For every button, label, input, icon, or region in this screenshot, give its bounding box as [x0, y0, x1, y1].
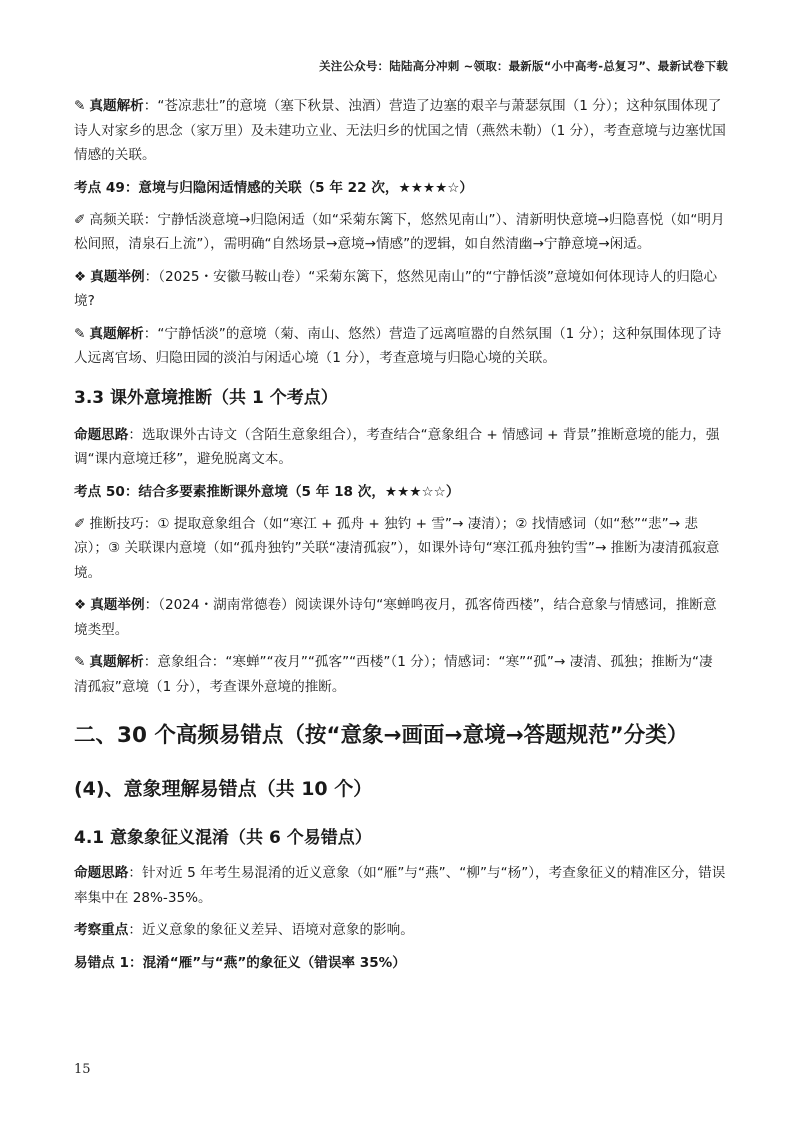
part-4-heading: (4)、意象理解易错点（共 10 个） [74, 778, 373, 800]
section-4-1-heading: 4.1 意象象征义混淆（共 6 个易错点） [74, 828, 372, 848]
chapter-2-heading: 二、30 个高频易错点（按“意象→画面→意境→答题规范”分类） [74, 723, 689, 748]
page-header: 关注公众号：陆陆高分冲刺 ~领取：最新版“小中高考-总复习”、最新试卷下载 [319, 59, 728, 73]
diamond-icon: ❖ [74, 268, 87, 285]
pen-icon: ✐ [74, 211, 86, 228]
analysis-label: 真题解析 [89, 325, 144, 342]
diamond-icon: ❖ [74, 597, 87, 613]
analysis-paragraph: ✎ 真题解析：“苍凉悲壮”的意境（塞下秋景、浊酒）营造了边塞的艰辛与萧瑟氛围（1 分）；这种氛围体现了诗人对家乡的思念（家万里）及未建功立业、无法归乡的忧国之情（燕然未勒）（1 分），考查意境与边塞忧国情感的关联。 [74, 98, 726, 163]
proposition-paragraph: 命题思路：选取课外古诗文（含陌生意象组合），考查结合“意象组合 + 情感词 + 背景”推断意境的能力，强调“课内意境迁移”，避免脱离文本。 [74, 426, 720, 467]
example-label: 真题举例 [90, 268, 145, 285]
section-3-3-heading: 3.3 课外意境推断（共 1 个考点） [74, 387, 338, 408]
error-point-1-heading: 易错点 1：混淆“雁”与“燕”的象征义（错误率 35%） [74, 954, 406, 971]
pencil-icon: ✎ [74, 98, 86, 114]
pencil-icon: ✎ [74, 325, 86, 342]
page-number: 15 [74, 1062, 91, 1077]
focus-paragraph: 考察重点：近义意象的象征义差异、语境对意象的影响。 [74, 922, 414, 938]
example-paragraph: ❖ 真题举例：（2024・湖南常德卷）阅读课外诗句“寒蝉鸣夜月，孤客倚西楼”，结合意象与情感词，推断意境类型。 [74, 597, 717, 638]
tip-paragraph: ✐ 高频关联：宁静恬淡意境→归隐闲适（如“采菊东篱下，悠然见南山”）、清新明快意境→归隐喜悦（如“明月松间照，清泉石上流”），需明确“自然场景→意境→情感”的逻辑，如自然清幽→宁静意境→闲适。 [74, 211, 725, 252]
proposition-label: 命题思路 [74, 426, 129, 443]
pencil-icon: ✎ [74, 654, 86, 670]
analysis-label: 真题解析 [89, 654, 144, 670]
kaodian-50-heading: 考点 50：结合多要素推断课外意境（5 年 18 次，★★★☆☆） [74, 483, 460, 500]
pen-icon: ✐ [74, 515, 86, 532]
analysis-label: 真题解析 [89, 98, 144, 114]
kaodian-49-heading: 考点 49：意境与归隐闲适情感的关联（5 年 22 次，★★★★☆） [74, 179, 474, 196]
example-paragraph: ❖ 真题举例：（2025・安徽马鞍山卷）“采菊东篱下，悠然见南山”的“宁静恬淡”意境如何体现诗人的归隐心境? [74, 268, 718, 309]
page-content [74, 94, 726, 983]
focus-label: 考察重点 [74, 922, 129, 938]
proposition-label: 命题思路 [74, 865, 129, 881]
analysis-paragraph: ✎ 真题解析：意象组合：“寒蝉”“夜月”“孤客”“西楼”（1 分）；情感词：“寒”“孤”→ 凄清、孤独；推断为“凄清孤寂”意境（1 分），考查课外意境的推断。 [74, 654, 713, 695]
analysis-paragraph: ✎ 真题解析：“宁静恬淡”的意境（菊、南山、悠然）营造了远离喧嚣的自然氛围（1 分）；这种氛围体现了诗人远离官场、归隐田园的淡泊与闲适心境（1 分），考查意境与归隐心境的关联。 [74, 325, 722, 366]
tip-paragraph: ✐ 推断技巧：① 提取意象组合（如“寒江 + 孤舟 + 独钓 + 雪”→ 凄清）；② 找情感词（如“愁”“悲”→ 悲凉）；③ 关联课内意境（如“孤舟独钓”关联“凄清孤寂”），如课外诗句“寒江孤舟独钓雪”→ 推断为凄清孤寂意境。 [74, 515, 720, 581]
proposition-paragraph: 命题思路：针对近 5 年考生易混淆的近义意象（如“雁”与“燕”、“柳”与“杨”），考查象征义的精准区分，错误率集中在 28%-35%。 [74, 865, 726, 906]
example-label: 真题举例 [90, 597, 145, 613]
